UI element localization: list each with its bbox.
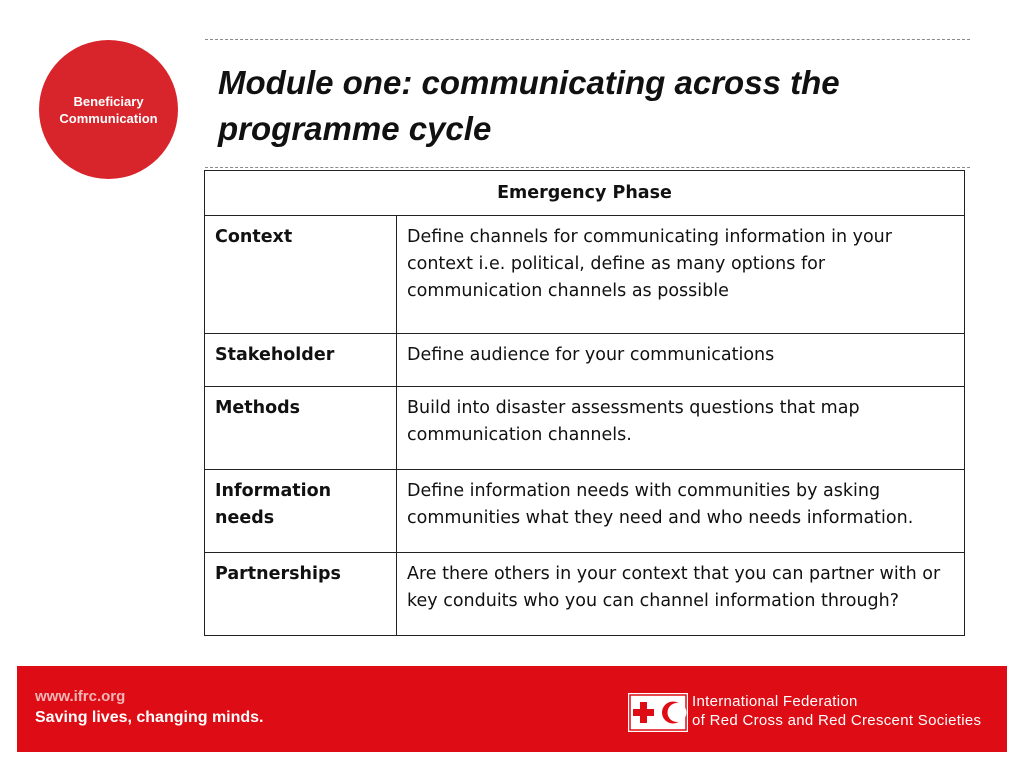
row-text: Define information needs with communities by asking communities what they need and who needs information. [397, 470, 965, 553]
badge-line-2: Communication [59, 110, 158, 126]
table-row [205, 470, 965, 553]
table-header-row [205, 171, 965, 216]
badge-line-1: Beneficiary [73, 93, 144, 109]
row-text: Are there others in your context that you can partner with or key conduits who you can channel information through? [397, 553, 965, 636]
table-row [205, 334, 965, 387]
row-label: Information needs [205, 470, 397, 553]
emergency-phase-table [204, 170, 965, 636]
table-row [205, 387, 965, 470]
ifrc-logo [628, 693, 688, 732]
footer-org-line-1: International Federation [692, 693, 858, 710]
footer-bar [17, 666, 1007, 752]
footer-org-line-2: of Red Cross and Red Crescent Societies [692, 712, 982, 729]
beneficiary-communication-badge [39, 40, 178, 179]
row-text: Build into disaster assessments questions that map communication channels. [397, 387, 965, 470]
row-label: Partnerships [205, 553, 397, 636]
red-cross-crescent-icon [629, 694, 687, 731]
footer-url: www.ifrc.org [35, 688, 126, 705]
table-header: Emergency Phase [205, 171, 965, 216]
table-row [205, 553, 965, 636]
table-row [205, 216, 965, 334]
footer-slogan: Saving lives, changing minds. [35, 709, 264, 726]
top-divider [205, 39, 970, 40]
row-label: Methods [205, 387, 397, 470]
page-title: Module one: communicating across the programme cycle [218, 64, 840, 147]
title-divider [205, 167, 970, 168]
row-label: Stakeholder [205, 334, 397, 387]
row-text: Define channels for communicating information in your context i.e. political, define as many options for communication channels as possible [397, 216, 965, 334]
row-text: Define audience for your communications [397, 334, 965, 387]
row-label: Context [205, 216, 397, 334]
